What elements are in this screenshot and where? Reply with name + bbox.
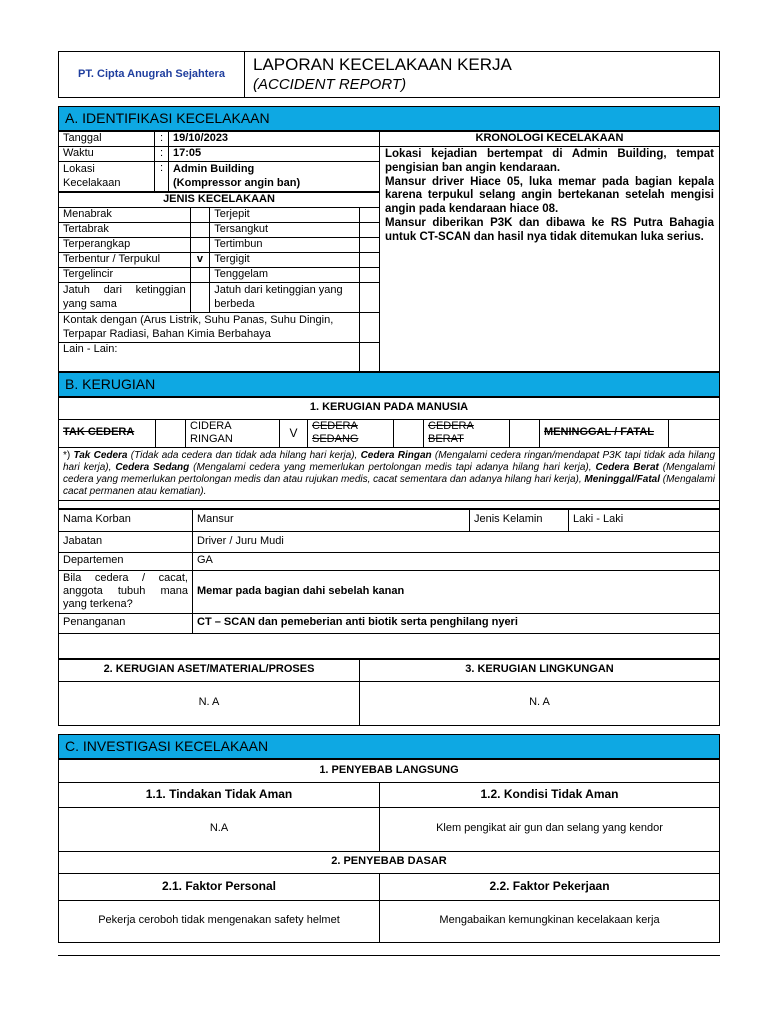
manusia-title: 1. KERUGIAN PADA MANUSIA [59,397,720,419]
jenis-menabrak: Menabrak [59,208,190,223]
waktu-label: Waktu [59,147,155,162]
kerugian-note: *) Tak Cedera (Tidak ada cedera dan tidak ada hilang hari kerja), Cedera Ringan (Mengalami cedera ringan/mendapat P3K tapi tidak ada hilang hari kerja), Cedera Sedang (Mengalami cedera yang memerlukan pertolongan medis tapi adanya hilang hari kerja), Cedera Berat (Mengalami cedera yang memerlukan pertolongan medis dan atau rujukan medis, cacat sementara dan adanya hilang hari kerja), Meninggal/Fatal (Mengalami cacat permanen atau kematian). [59,447,720,500]
jenis-kontak: Kontak dengan (Arus Listrik, Suhu Panas, Suhu Dingin, Terpapar Radiasi, Bahan Kimia Berbahaya [59,313,359,343]
pekerjaan-title: 2.2. Faktor Pekerjaan [380,873,720,900]
investigasi-table [58,759,720,943]
jenis-tergigit: Tergigit [210,253,360,268]
report-title: LAPORAN KECELAKAAN KERJA [253,55,512,75]
tak-cedera: TAK CEDERA [59,419,156,447]
penanganan-label: Penanganan [59,613,193,633]
identifikasi-table: Tanggal : 19/10/2023 KRONOLOGI KECELAKAAN Waktu : 17:05 Lokasi kejadian bertempat di Admin Building, tempat pengisian ban angin kendaraan. Mansur driver Hiace 05, luka memar pada bagian kepala karena terpukul selang angin bertekanan setelah mengisi angin pada kendaraan hiace 08. Mansur diberikan P3K dan dibawa ke RS Putra Bahagia untuk CT-SCAN dan hasil nya tidak ditemukan luka serius. Lokasi Kecelakaan : Admin Building (Kompressor angin ban) JENIS KECELAKAAN Menabrak Terjepit Tertabrak Tersangkut Terperangkap Tertimbun Terbentur / Terpukul v Tergigit Tergelincir Tenggelam Jatuh dari ketinggian yang sama Jatuh dari ketinggian yang berbeda Kontak dengan (Arus Listrik, Suhu Panas, Suhu Dingin, Terpapar Radiasi, Bahan Kimia Berbahaya Lain - Lain: [58,131,720,372]
check-terjepit [359,208,379,223]
kronologi-text: Lokasi kejadian bertempat di Admin Building, tempat pengisian ban angin kendaraan. Mansur driver Hiace 05, luka memar pada bagian kepala karena terpukul selang angin bertekanan setelah mengisi angin pada kendaraan hiace 08. Mansur diberikan P3K dan dibawa ke RS Putra Bahagia untuk CT-SCAN dan hasil nya tidak ditemukan luka serius. [380,147,720,372]
jenis-jatuh-sama: Jatuh dari ketinggian yang sama [59,283,190,313]
section-b [58,372,720,397]
lingkungan-title: 3. KERUGIAN LINGKUNGAN [360,659,720,681]
jenis-lain: Lain - Lain: [59,343,359,371]
cedera-berat: CEDERA BERAT [424,419,510,447]
anggota-label: Bila cedera / cacat, anggota tubuh mana yang terkena? [59,570,193,613]
lingkungan-value: N. A [360,681,720,725]
lokasi-value: Admin Building [173,163,255,176]
aset-value: N. A [59,681,360,725]
korban-table [58,509,720,659]
personal-title: 2.1. Faktor Personal [59,873,380,900]
tanggal-value: 19/10/2023 [169,132,380,147]
nama-label: Nama Korban [59,509,193,531]
kronologi-title: KRONOLOGI KECELAKAAN [380,132,720,147]
meninggal: MENINGGAL / FATAL [540,419,669,447]
langsung-title: 1. PENYEBAB LANGSUNG [59,759,720,782]
check-terbentur: v [190,253,210,268]
jenis-terbentur: Terbentur / Terpukul [59,253,190,268]
cedera-sedang: CEDERA SEDANG [308,419,394,447]
jenis-tertabrak: Tertabrak [59,223,190,238]
dasar-title: 2. PENYEBAB DASAR [59,851,720,873]
jk-label: Jenis Kelamin [470,509,569,531]
kerugian-manusia-table [58,397,720,509]
section-b-title: B. KERUGIAN [59,372,720,396]
jk-value: Laki - Laki [569,509,720,531]
tindakan-value: N.A [59,807,380,851]
departemen-value: GA [193,552,720,570]
company-name: PT. Cipta Anugrah Sejahtera [59,52,245,98]
waktu-value: 17:05 [169,147,380,162]
section-c-title: C. INVESTIGASI KECELAKAAN [59,734,720,758]
jenis-tergelincir: Tergelincir [59,268,190,283]
nama-value: Mansur [193,509,470,531]
tanggal-label: Tanggal [59,132,155,147]
jabatan-value: Driver / Juru Mudi [193,531,720,552]
pekerjaan-value: Mengabaikan kemungkinan kecelakaan kerja [380,900,720,942]
kerugian-aset-table [58,659,720,726]
penanganan-value: CT – SCAN dan pemeberian anti biotik serta penghilang nyeri [193,613,720,633]
aset-title: 2. KERUGIAN ASET/MATERIAL/PROSES [59,659,360,681]
cidera-ringan: CIDERA RINGAN [186,419,280,447]
footer-divider [58,955,720,956]
check-cidera-ringan: V [280,419,308,447]
section-c [58,734,720,759]
tindakan-title: 1.1. Tindakan Tidak Aman [59,782,380,807]
lokasi-label: Lokasi [63,163,95,176]
section-a [58,106,720,131]
kondisi-value: Klem pengikat air gun dan selang yang kendor [380,807,720,851]
jenis-kecelakaan-table [59,192,379,371]
personal-value: Pekerja ceroboh tidak mengenakan safety helmet [59,900,380,942]
report-page [58,51,720,943]
jenis-jatuh-beda: Jatuh dari ketinggian yang berbeda [210,283,360,313]
jenis-terperangkap: Terperangkap [59,238,190,253]
jenis-tertimbun: Tertimbun [210,238,360,253]
check-menabrak [190,208,210,223]
report-subtitle: (ACCIDENT REPORT) [253,75,407,93]
departemen-label: Departemen [59,552,193,570]
kondisi-title: 1.2. Kondisi Tidak Aman [380,782,720,807]
jenis-terjepit: Terjepit [210,208,360,223]
report-header [58,51,720,98]
jenis-tersangkut: Tersangkut [210,223,360,238]
jenis-tenggelam: Tenggelam [210,268,360,283]
anggota-value: Memar pada bagian dahi sebelah kanan [193,570,720,613]
jabatan-label: Jabatan [59,531,193,552]
section-a-title: A. IDENTIFIKASI KECELAKAAN [59,107,720,131]
jenis-title: JENIS KECELAKAAN [59,193,379,208]
